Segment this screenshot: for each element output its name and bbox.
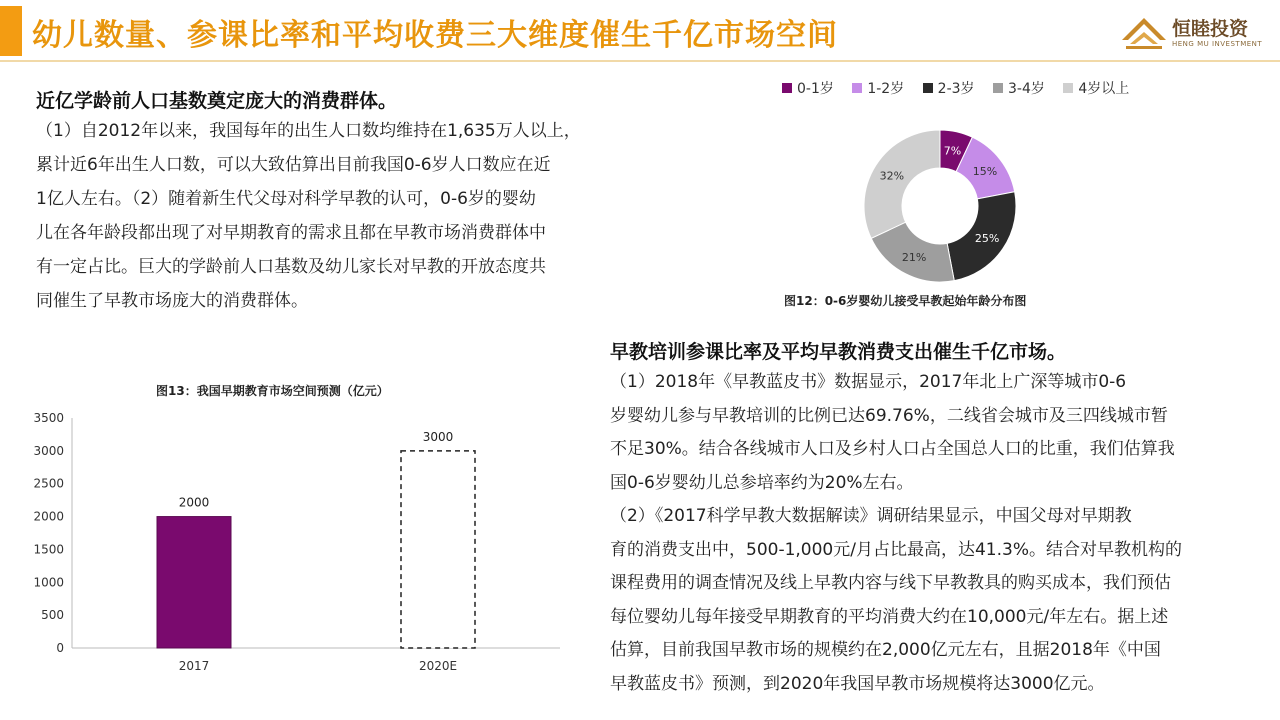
x-tick-label: 2017 — [178, 659, 210, 673]
y-tick-label: 3500 — [33, 411, 64, 425]
legend-item — [923, 78, 975, 98]
section2-line: （2）《2017科学早教大数据解读》调研结果显示，中国父母对早期教 — [610, 506, 1132, 526]
page-title: 幼儿数量、参课比率和平均收费三大维度催生千亿市场空间 — [32, 18, 838, 53]
pie-slice-label: 7% — [943, 144, 962, 158]
legend-label: 0-1岁 — [797, 81, 834, 97]
y-tick-label: 3000 — [33, 443, 64, 458]
legend-swatch — [923, 83, 933, 93]
logo-subtitle: HENG MU INVESTMENT — [1172, 40, 1263, 48]
bar — [157, 517, 231, 648]
section2-line: 早教蓝皮书》预测，到2020年我国早教市场规模将达3000亿元。 — [610, 673, 1105, 694]
legend-swatch — [782, 83, 792, 93]
title-accent-bar — [0, 6, 22, 56]
section2-line: 岁婴幼儿参与早教培训的比例已达69.76%，二线省会城市及三四线城市暂 — [610, 405, 1168, 426]
section1-body — [36, 114, 581, 318]
section2-line: 每位婴幼儿每年接受早期教育的平均消费大约在10,000元/年左右。据上述 — [610, 606, 1169, 627]
section2-line: 国0-6岁婴幼儿总参培率约为20%左右。 — [610, 472, 914, 493]
section1-line: 1亿人左右。（2）随着新生代父母对科学早教的认可，0-6岁的婴幼 — [36, 189, 536, 209]
pie-slice-label: 25% — [974, 232, 1000, 246]
company-logo — [1120, 10, 1270, 54]
section1-line: 累计近6年出生人口数，可以大致估算出目前我国0-6岁人口数应在近 — [36, 155, 551, 175]
section1-line: （1）自2012年以来，我国每年的出生人口数均维持在1,635万人以上， — [36, 121, 581, 141]
title-bar — [0, 0, 1280, 66]
legend-item — [852, 78, 904, 98]
legend-label: 2-3岁 — [937, 81, 975, 97]
y-tick-label: 2000 — [33, 509, 64, 524]
legend-swatch — [852, 83, 862, 93]
bar — [401, 451, 475, 648]
title-divider — [0, 60, 1280, 62]
legend-item — [993, 78, 1045, 98]
pie-slice-label: 15% — [972, 165, 998, 179]
bar-chart — [10, 400, 570, 700]
section2-body — [610, 366, 1182, 701]
section1-line: 有一定占比。巨大的学龄前人口基数及幼儿家长对早教的开放态度共 — [36, 257, 546, 277]
bar-value-label: 3000 — [422, 429, 454, 444]
pie-legend — [782, 78, 1143, 98]
y-tick-label: 1500 — [33, 542, 64, 557]
section1-line: 儿在各年龄段都出现了对早期教育的需求且都在早教市场消费群体中 — [36, 223, 546, 243]
section2-line: 估算，目前我国早教市场的规模约在2,000亿元左右，且据2018年《中国 — [610, 640, 1161, 660]
pie-slice — [864, 130, 940, 238]
legend-swatch — [993, 83, 1003, 93]
donut-chart — [850, 116, 1030, 296]
y-tick-label: 2500 — [33, 476, 64, 491]
legend-label: 1-2岁 — [867, 81, 905, 97]
y-tick-label: 1000 — [33, 575, 64, 590]
section2-line: 不足30%。结合各线城市人口及乡村人口占全国总人口的比重，我们估算我 — [610, 439, 1175, 459]
pie-slice-label: 32% — [879, 169, 905, 183]
figure13-caption: 图13：我国早期教育市场空间预测（亿元） — [156, 384, 389, 398]
y-tick-label: 500 — [41, 608, 64, 623]
y-tick-label: 0 — [56, 641, 64, 655]
logo-name: 恒睦投资 — [1172, 18, 1249, 40]
legend-label: 4岁以上 — [1078, 81, 1130, 97]
section2-heading: 早教培训参课比率及平均早教消费支出催生千亿市场。 — [610, 341, 1067, 363]
section1-line: 同催生了早教市场庞大的消费群体。 — [36, 291, 308, 311]
bar-value-label: 2000 — [178, 495, 210, 510]
x-tick-label: 2020E — [418, 659, 458, 673]
figure12-caption: 图12：0-6岁婴幼儿接受早教起始年龄分布图 — [784, 294, 1027, 308]
legend-item — [1063, 78, 1129, 98]
legend-item — [782, 78, 834, 98]
legend-swatch — [1063, 83, 1073, 93]
logo-mark-icon — [1120, 10, 1168, 54]
section2-line: 课程费用的调查情况及线上早教内容与线下早教教具的购买成本，我们预估 — [610, 573, 1171, 593]
section1-heading: 近亿学龄前人口基数奠定庞大的消费群体。 — [36, 90, 398, 112]
legend-label: 3-4岁 — [1007, 81, 1045, 97]
section2-line: 育的消费支出中，500-1,000元/月占比最高，达41.3%。结合对早教机构的 — [610, 539, 1182, 560]
pie-slice-label: 21% — [901, 250, 927, 264]
section2-line: （1）2018年《早教蓝皮书》数据显示，2017年北上广深等城市0-6 — [610, 372, 1127, 392]
